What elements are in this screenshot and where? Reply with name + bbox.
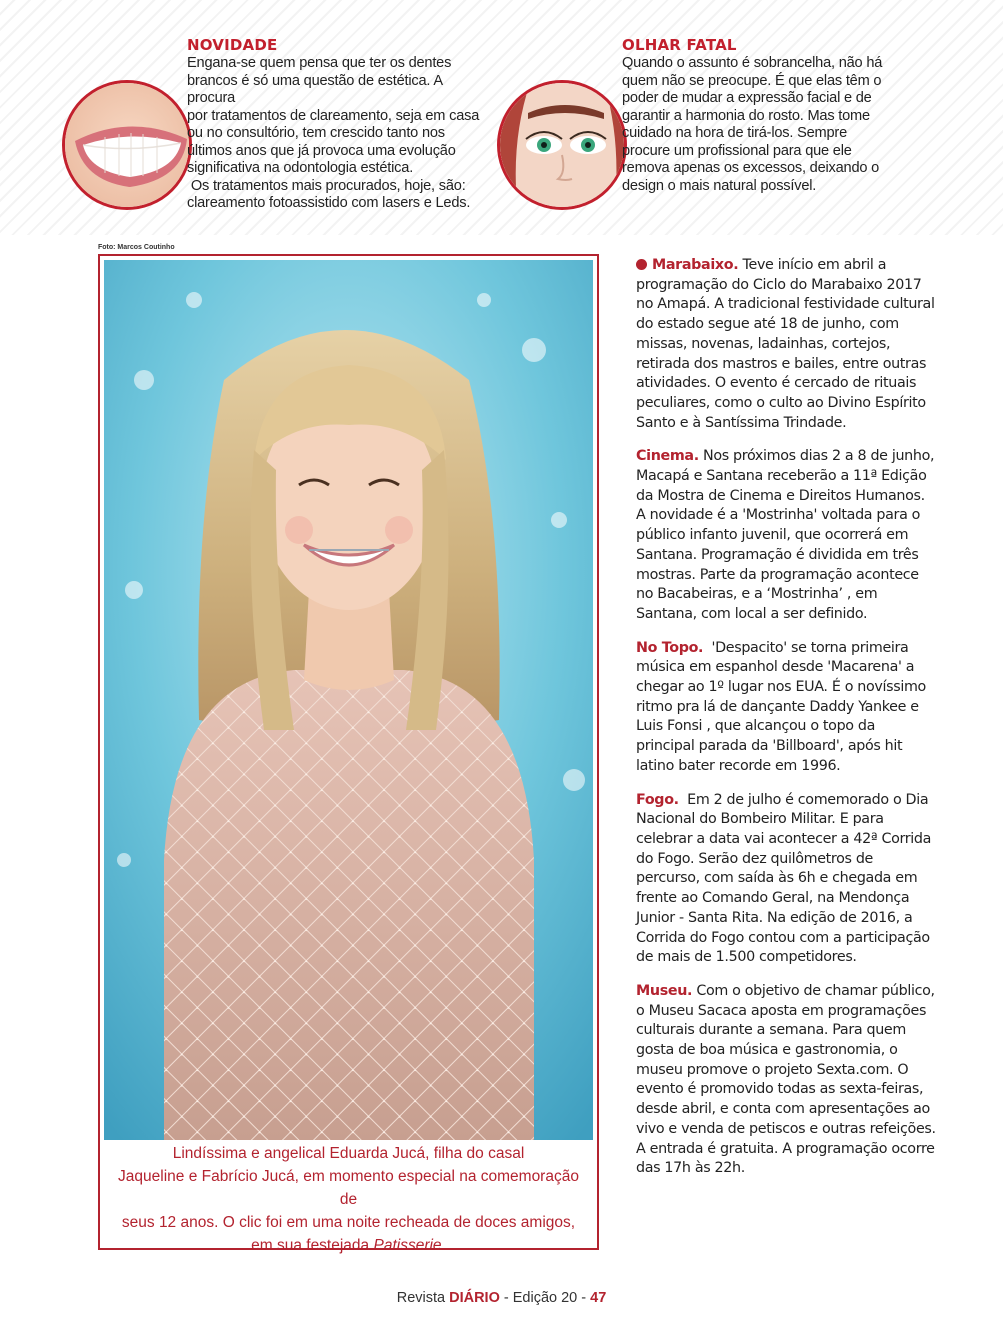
photo-caption (110, 1142, 587, 1257)
teaser-line: design o mais natural possível. (622, 177, 817, 194)
teaser-line: ou no consultório, tem crescido tanto nos (187, 125, 445, 141)
teaser-line: quem não se preocupe. É que elas têm o (622, 72, 882, 89)
teeth-photo (62, 80, 192, 210)
news-head: Marabaixo. (652, 257, 739, 273)
news-item-marabaixo (636, 256, 936, 433)
news-text: Com o objetivo de chamar público, o Museu Sacaca aposta em programações culturais durante a semana. Para quem gosta de boa música e gastronomia, o museu promove o projeto Sexta.com. O evento é promovido todas as sexta-feiras, desde abril, e conta com apresentações ao vivo e venda de petiscos e outras refeições. A entrada é gratuita. A programação ocorre das 17h às 22h. (636, 982, 936, 1177)
teaser-line: cuidado na hora de tirá-los. Sempre (622, 125, 848, 141)
caption-line: Lindíssima e angelical Eduarda Jucá, filha do casal (172, 1145, 525, 1162)
news-head: No Topo. (636, 639, 704, 656)
photo-credit: Foto: Marcos Coutinho (98, 244, 175, 251)
teaser-line: brancos é só uma questão de estética. A procura (187, 72, 443, 106)
caption-line (110, 1234, 587, 1257)
news-text: Nos próximos dias 2 a 8 de junho, Macapá e Santana receberão a 11ª Edição da Mostra de Cinema e Direitos Humanos. A novidade é a 'Mostrinha' voltada para o público infanto juvenil, que ocorrerá em Santana. Programação é dividida em três mostras. Parte da programação acontece no Bacabeiras, e a ‘Mostrinha’ , em Santana, com local a ser definido. (636, 448, 935, 622)
news-text: Teve início em abril a programação do Ciclo do Marabaixo 2017 no Amapá. A tradicional festividade cultural do estado segue até 18 de junho, com missas, novenas, ladainhas, cortejos, retirada dos mastros e bailes, entre outras atividades. O evento é cercado de rituais peculiares, como o culto ao Divino Espírito Santo e à Santíssima Trindade. (636, 257, 935, 431)
teaser-title: NOVIDADE (187, 36, 278, 54)
teaser-line: Engana-se quem pensa que ter os dentes (187, 55, 452, 71)
teaser-body (187, 55, 487, 213)
news-item-cinema (636, 447, 936, 624)
teaser-line: últimos anos que já provoca uma evolução (187, 142, 456, 159)
news-head: Cinema. (636, 448, 699, 465)
caption-italic: Patisserie (373, 1237, 442, 1254)
teaser-line: procure um profissional para que ele (622, 142, 852, 159)
teaser-body (622, 55, 922, 195)
news-item-fogo (636, 791, 936, 968)
caption-text: . (441, 1237, 446, 1254)
eyes-photo (497, 80, 627, 210)
caption-line: seus 12 anos. O clic foi em uma noite recheada de doces amigos, (121, 1214, 576, 1231)
news-text: 'Despacito' se torna primeira música em espanhol desde 'Macarena' a chegar ao 1º lugar nos EUA. É o novíssimo ritmo pra lá de dançante Daddy Yankee e Luis Fonsi , que alcançou o topo da principal parada da 'Billboard', após hit latino bater recorde em 1996. (636, 639, 931, 774)
teaser-line: poder de mudar a expressão facial e de (622, 90, 872, 106)
teaser-line: garantir a harmonia do rosto. Mas tome (622, 107, 870, 124)
news-item-museu (636, 982, 936, 1179)
footer-prefix: Revista (396, 1290, 450, 1306)
caption-text: em sua festejada (251, 1237, 374, 1254)
photo-frame (98, 254, 599, 1254)
news-item-no-topo (636, 639, 936, 777)
teaser-line: Quando o assunto é sobrancelha, não há (622, 55, 883, 71)
teaser-line: significativa na odontologia estética. (187, 160, 414, 176)
footer-edition: - Edição 20 - (499, 1290, 591, 1306)
teaser-title: OLHAR FATAL (622, 36, 737, 54)
teaser-line: por tratamentos de clareamento, seja em casa (187, 107, 480, 124)
teaser-line: clareamento fotoassistido com lasers e Leds. (187, 195, 471, 211)
news-text: Em 2 de julho é comemorado o Dia Nacional do Bombeiro Militar. E para celebrar a data vai acontecer a 42ª Corrida do Fogo. Serão dez quilômetros de percurso, com saída às 6h e chegada em frente ao Comando Geral, na Mendonça Junior - Santa Rita. Na edição de 2016, a Corrida do Fogo contou com a participação de mais de 1.500 competidores. (636, 791, 936, 966)
news-head: Fogo. (636, 791, 679, 808)
page-number: 47 (590, 1290, 607, 1306)
teaser-line: remova apenas os excessos, deixando o (622, 160, 880, 176)
page-footer (0, 1290, 1003, 1306)
footer-brand: DIÁRIO (449, 1290, 500, 1306)
portrait-photo (104, 260, 593, 1140)
news-head: Museu. (636, 982, 693, 999)
teaser-line: Os tratamentos mais procurados, hoje, são: (187, 177, 466, 194)
caption-line: Jaqueline e Fabrício Jucá, em momento especial na comemoração de (118, 1168, 579, 1208)
bullet-dot-icon (636, 259, 647, 270)
news-column (636, 256, 936, 1193)
